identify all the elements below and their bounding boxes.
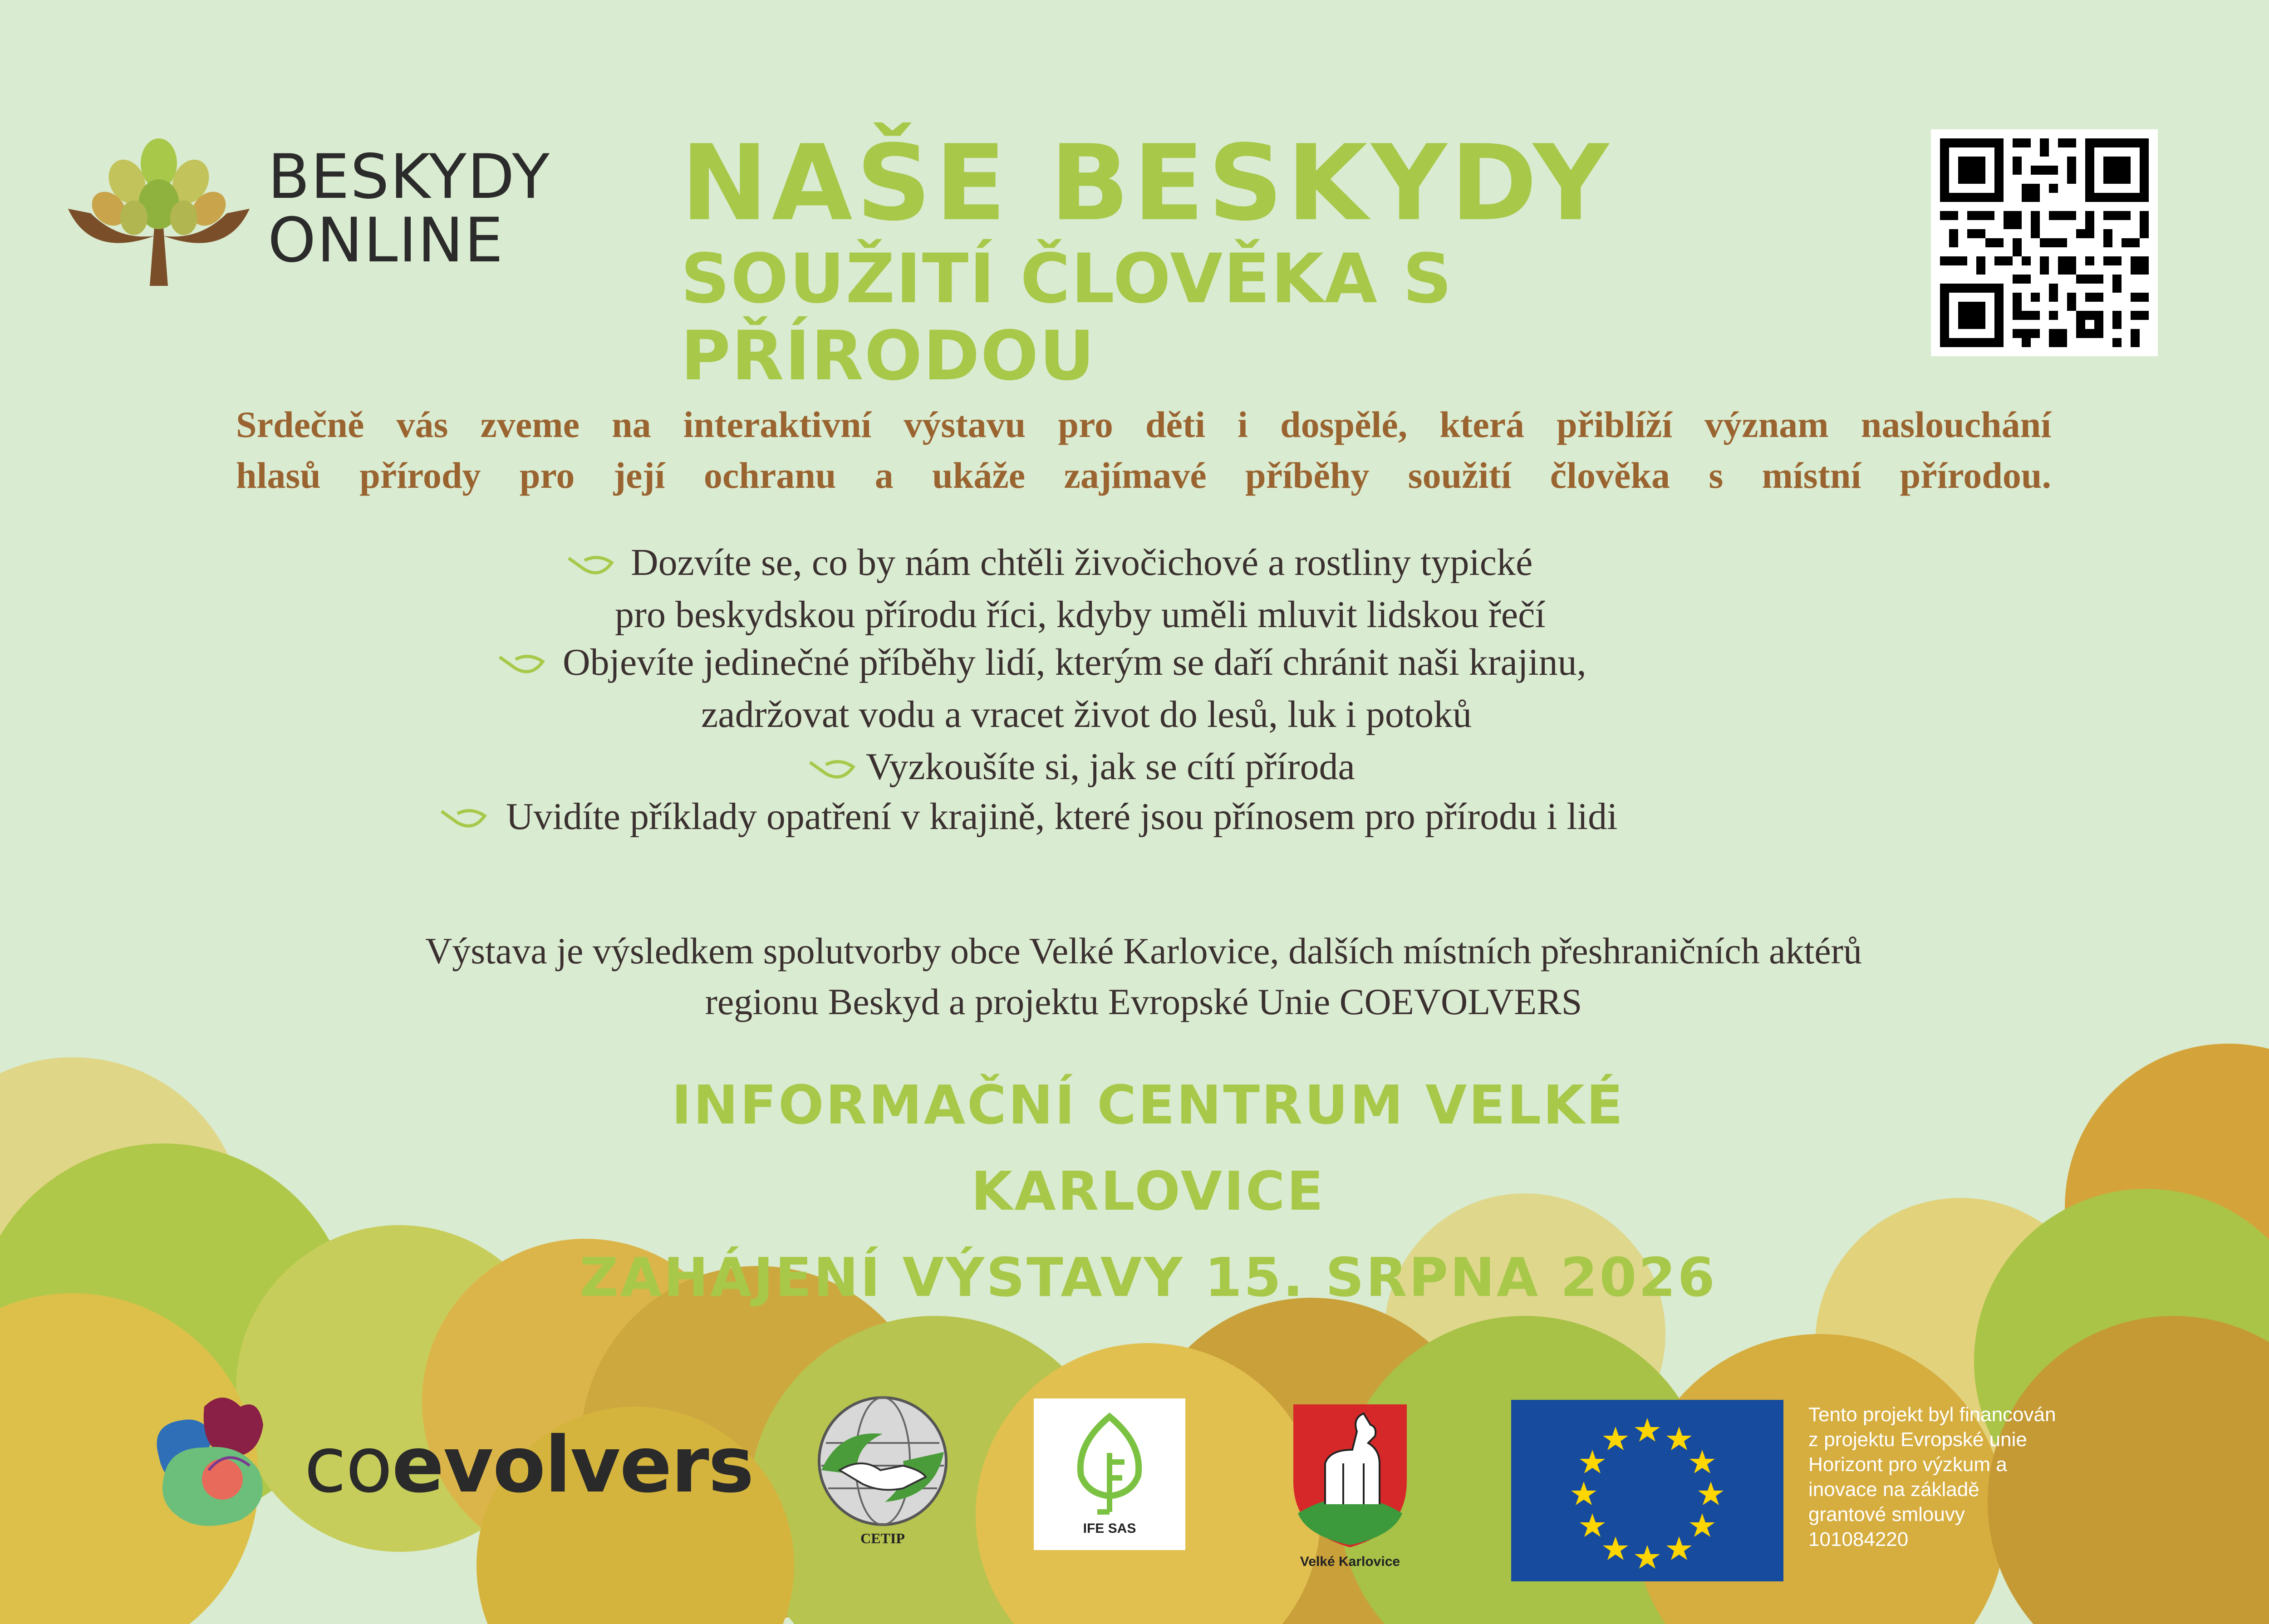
coevolvers-wordmark bbox=[304, 1420, 753, 1510]
eu-text-line: Tento projekt byl financován bbox=[1808, 1403, 2056, 1426]
intro-line-2: hlasů přírody pro její ochranu a ukáže zajímavé příběhy soužití člověka s místní přírodou. bbox=[236, 455, 2051, 496]
coevolvers-blob-icon bbox=[150, 1388, 304, 1534]
bullet-2-line-1: Objevíte jedinečné příběhy lidí, kterým se daří chránit naši krajinu, bbox=[563, 641, 1586, 683]
eu-text-line: inovace na základě bbox=[1808, 1478, 1979, 1501]
intro-line-1: Srdečně vás zveme na interaktivní výstavu pro děti i dospělé, která přiblíží význam naslouchání bbox=[236, 404, 2051, 445]
leaf-icon bbox=[808, 756, 858, 780]
logo-line-1: BESKYDY bbox=[268, 141, 550, 212]
leaf-icon bbox=[497, 650, 547, 675]
bullet-1-line-2: pro beskydskou přírodu říci, kdyby uměli mluvit lidskou řečí bbox=[615, 594, 1546, 636]
velke-karlovice-label: Velké Karlovice bbox=[1300, 1554, 1400, 1569]
event-place: INFORMAČNÍ CENTRUM VELKÉ KARLOVICE bbox=[671, 1074, 1625, 1222]
bullet-1-line-1: Dozvíte se, co by nám chtěli živočichové a rostliny typické bbox=[631, 541, 1533, 584]
leaf-icon bbox=[439, 805, 489, 829]
title-line-1: NAŠE BESKYDY bbox=[681, 123, 1612, 244]
coevolvers-part-1: co bbox=[304, 1420, 392, 1510]
title-line-2: SOUŽITÍ ČLOVĚKA S PŘÍRODOU bbox=[681, 240, 1453, 396]
eu-stars-icon bbox=[1511, 1400, 1783, 1581]
coevolvers-logo bbox=[150, 1388, 762, 1534]
leaf-icon bbox=[566, 551, 616, 576]
beskydy-online-logo bbox=[64, 123, 590, 286]
credits-line-2: regionu Beskyd a projektu Evropské Unie COEVOLVERS bbox=[705, 981, 1582, 1022]
logo-text bbox=[268, 141, 550, 276]
eu-text-line: 101084220 bbox=[1808, 1528, 1909, 1550]
cetip-label: CETIP bbox=[860, 1530, 905, 1546]
eu-text-line: Horizont pro výzkum a bbox=[1808, 1453, 2007, 1476]
goat-shield-icon bbox=[1289, 1400, 1411, 1550]
eu-text-line: z projektu Evropské unie bbox=[1808, 1428, 2027, 1451]
coevolvers-part-2: evolvers bbox=[392, 1420, 753, 1510]
bullet-4-line-1: Uvidíte příklady opatření v krajině, které jsou přínosem pro přírodu i lidi bbox=[506, 795, 1618, 838]
leaf-f-icon bbox=[1034, 1398, 1185, 1516]
ife-label: IFE SAS bbox=[1083, 1521, 1136, 1536]
globe-handshake-icon bbox=[812, 1393, 953, 1534]
eu-flag bbox=[1511, 1400, 1783, 1581]
credits-line-1: Výstava je výsledkem spolutvorby obce Velké Karlovice, dalších místních přeshraničních aktérů bbox=[425, 930, 1862, 971]
poster-title bbox=[681, 123, 1634, 396]
eu-text-line: grantové smlouvy bbox=[1808, 1503, 1965, 1526]
event-opening: ZAHÁJENÍ VÝSTAVY 15. SRPNA 2026 bbox=[580, 1246, 1717, 1309]
ife-sas-logo bbox=[1034, 1398, 1185, 1550]
bullet-2-line-2: zadržovat vodu a vracet život do lesů, luk i potoků bbox=[701, 693, 1472, 736]
bullet-3-line-1: Vyzkoušíte si, jak se cítí příroda bbox=[866, 746, 1355, 788]
tree-hands-icon bbox=[64, 123, 254, 286]
intro-text bbox=[236, 399, 2051, 501]
credits-text bbox=[182, 926, 2106, 1027]
velke-karlovice-coat-of-arms bbox=[1289, 1400, 1411, 1572]
eu-funding-text bbox=[1808, 1402, 2217, 1552]
logo-line-2: ONLINE bbox=[268, 205, 504, 276]
qr-code-icon bbox=[1931, 129, 2158, 356]
event-info bbox=[545, 1062, 1752, 1320]
qr-code[interactable] bbox=[1931, 129, 2158, 356]
cetip-logo bbox=[812, 1393, 953, 1556]
